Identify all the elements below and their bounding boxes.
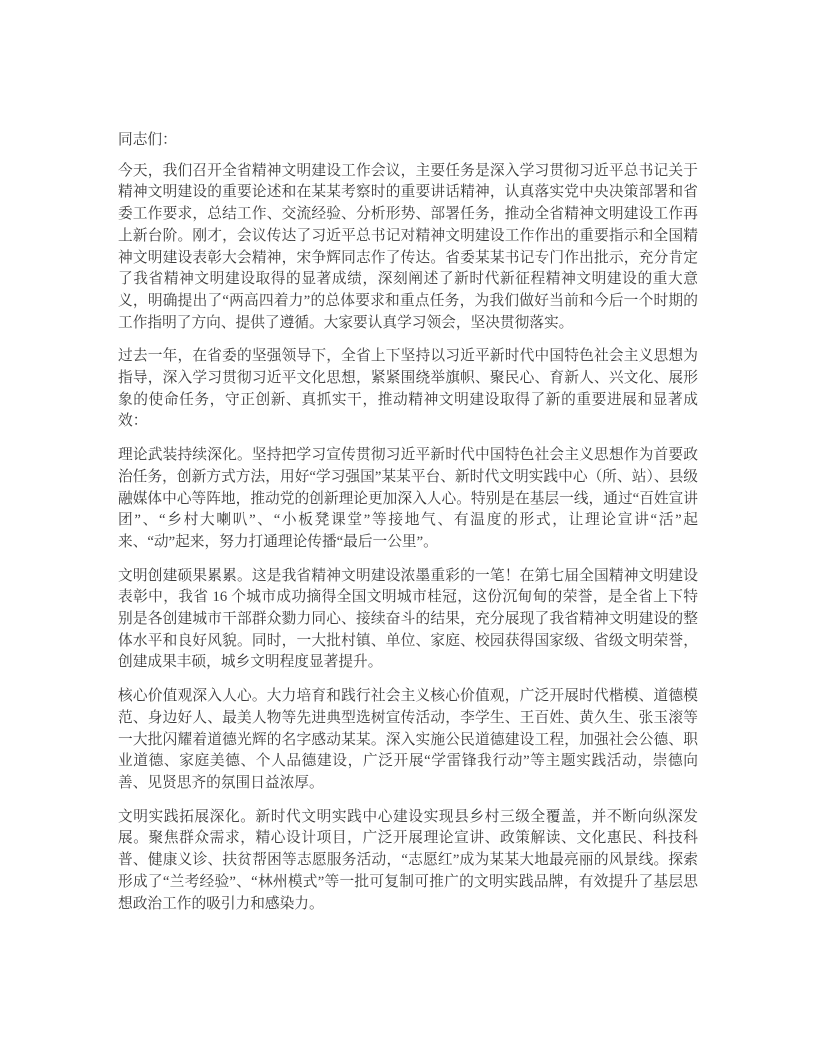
paragraph-civilization-practice: 文明实践拓展深化。新时代文明实践中心建设实现县乡村三级全覆盖，并不断向纵深发展。聚焦群众需求，精心设计项目，广泛开展理论宣讲、政策解读、文化惠民、科技科普、健康义诊、扶贫帮困等志愿服务活动，“志愿红”成为某某大地最亮丽的风景线。探索形成了“兰考经验”、“林州模式”等一批可复制可推广的文明实践品牌，有效提升了基层思想政治工作的吸引力和感染力。	[118, 808, 698, 912]
paragraph-theory-armament: 理论武装持续深化。坚持把学习宣传贯彻习近平新时代中国特色社会主义思想作为首要政治任务，创新方式方法，用好“学习强国”某某平台、新时代文明实践中心（所、站）、县级融媒体中心等阵地，推动党的创新理论更加深入人心。特别是在基层一线，通过“百姓宣讲团”、“乡村大喇叭”、“小板凳课堂”等接地气、有温度的形式，让理论宣讲“活”起来、“动”起来，努力打通理论传播“最后一公里”。	[118, 447, 698, 550]
paragraph-civilization-achievements: 文明创建硕果累累。这是我省精神文明建设浓墨重彩的一笔！在第七届全国精神文明建设表彰中，我省 16 个城市成功摘得全国文明城市桂冠，这份沉甸甸的荣誉，是全省上下特别是各创建城市干部群众勠力同心、接续奋斗的结果，充分展现了我省精神文明建设的整体水平和良好风貌。同时，一大批村镇、单位、家庭、校园获得国家级、省级文明荣誉，创建成果丰硕，城乡文明程度显著提升。	[118, 567, 698, 671]
paragraph-past-year-summary: 过去一年，在省委的坚强领导下，全省上下坚持以习近平新时代中国特色社会主义思想为指导，深入学习贯彻习近平文化思想，紧紧围绕举旗帜、聚民心、育新人、兴文化、展形象的使命任务，守正创新、真抓实干，推动精神文明建设取得了新的重要进展和显著成效：	[118, 348, 698, 430]
paragraph-core-values: 核心价值观深入人心。大力培育和践行社会主义核心价值观，广泛开展时代楷模、道德模范、身边好人、最美人物等先进典型选树宣传活动，李学生、王百姓、黄久生、张玉滚等一大批闪耀着道德光辉的名字感动某某。深入实施公民道德建设工程，加强社会公德、职业道德、家庭美德、个人品德建设，广泛开展“学雷锋我行动”等主题实践活动，崇德向善、见贤思齐的氛围日益浓厚。	[118, 688, 698, 791]
paragraph-opening: 今天，我们召开全省精神文明建设工作会议，主要任务是深入学习贯彻习近平总书记关于精神文明建设的重要论述和在某某考察时的重要讲话精神，认真落实党中央决策部署和省委工作要求，总结工作、交流经验、分析形势、部署任务，推动全省精神文明建设工作再上新台阶。刚才，会议传达了习近平总书记对精神文明建设工作作出的重要指示和全国精神文明建设表彰大会精神，宋争辉同志作了传达。省委某某书记专门作出批示，充分肯定了我省精神文明建设取得的显著成绩，深刻阐述了新时代新征程精神文明建设的重大意义，明确提出了“两高四着力”的总体要求和重点任务，为我们做好当前和今后一个时期的工作指明了方向、提供了遵循。大家要认真学习领会，坚决贯彻落实。	[118, 162, 698, 331]
salutation: 同志们：	[118, 132, 177, 148]
